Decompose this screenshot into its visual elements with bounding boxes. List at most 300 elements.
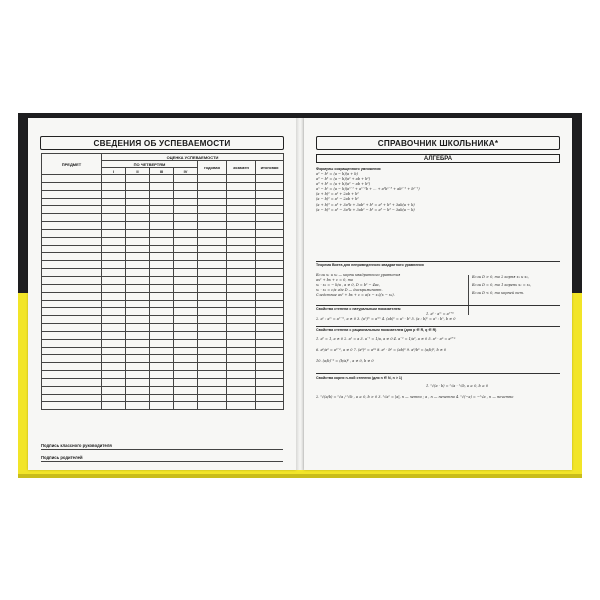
grade-cell [126, 261, 150, 269]
grade-cell [174, 206, 198, 214]
grade-cell [174, 402, 198, 410]
subject-cell [42, 229, 102, 237]
grade-cell [174, 324, 198, 332]
grade-cell [174, 284, 198, 292]
grade-cell [150, 276, 174, 284]
grade-cell [126, 347, 150, 355]
grade-cell [198, 308, 227, 316]
grade-cell [102, 331, 126, 339]
grade-cell [227, 284, 256, 292]
subject-cell [42, 198, 102, 206]
grade-cell [198, 355, 227, 363]
subject-cell [42, 378, 102, 386]
grade-cell [150, 378, 174, 386]
grade-cell [174, 355, 198, 363]
grade-cell [256, 308, 284, 316]
grade-cell [227, 276, 256, 284]
grade-cell [126, 276, 150, 284]
grade-row [42, 214, 284, 222]
grade-cell [174, 371, 198, 379]
grade-row [42, 175, 284, 183]
quarter-4-header: IV [174, 168, 198, 175]
grade-row [42, 378, 284, 386]
grade-row [42, 182, 284, 190]
subject-cell [42, 331, 102, 339]
grade-cell [150, 190, 174, 198]
grade-cell [102, 245, 126, 253]
grade-cell [126, 206, 150, 214]
subject-cell [42, 253, 102, 261]
grade-cell [126, 292, 150, 300]
teacher-signature-line: Подпись классного руководителя [41, 439, 283, 450]
formula-line: a² − b² = (a − b)(a + b) [316, 172, 358, 176]
grade-cell [256, 363, 284, 371]
grade-cell [102, 175, 126, 183]
grade-cell [198, 276, 227, 284]
discriminant-case: Если D > 0, то 2 корня x₁ и x₂, [472, 275, 529, 279]
grade-row [42, 331, 284, 339]
grade-cell [150, 198, 174, 206]
grade-cell [198, 394, 227, 402]
grade-cell [256, 402, 284, 410]
vieta-line: x₁ · x₂ = c/a где D — дискриминант. [316, 288, 383, 293]
grade-cell [256, 378, 284, 386]
grade-cell [227, 371, 256, 379]
grade-cell [174, 292, 198, 300]
grade-cell [198, 324, 227, 332]
grade-cell [126, 324, 150, 332]
grade-cell [102, 190, 126, 198]
grades-table [41, 153, 284, 410]
grade-cell [256, 261, 284, 269]
formula-line: 1. aⁿ · aᵐ = aⁿ⁺ᵐ [426, 312, 455, 316]
section-divider [316, 261, 560, 262]
grade-cell [102, 237, 126, 245]
subject-cell [42, 206, 102, 214]
vieta-line: ax² + bx + c = 0, то [316, 278, 353, 283]
grade-cell [227, 292, 256, 300]
quarter-2-header: II [126, 168, 150, 175]
grade-cell [126, 316, 150, 324]
grade-cell [126, 339, 150, 347]
grade-cell [150, 182, 174, 190]
grade-cell [227, 269, 256, 277]
subject-cell [42, 371, 102, 379]
grade-row [42, 292, 284, 300]
grade-cell [227, 316, 256, 324]
rational-power-block [316, 328, 560, 364]
grade-cell [150, 269, 174, 277]
grade-cell [256, 190, 284, 198]
grade-row [42, 190, 284, 198]
grade-cell [126, 222, 150, 230]
subject-cell [42, 175, 102, 183]
formula-line: 2. aⁿ : aᵐ = aⁿ⁻ᵐ, a ≠ 0 3. (aⁿ)ᵐ = aⁿᵐ 4. (ab)ⁿ = aⁿ · bⁿ 5. (a : b)ⁿ = aⁿ : bⁿ, b ≠ 0 [316, 317, 456, 322]
grade-cell [150, 214, 174, 222]
grade-row [42, 339, 284, 347]
grade-cell [102, 253, 126, 261]
grade-cell [102, 198, 126, 206]
subject-cell [42, 276, 102, 284]
grade-cell [198, 214, 227, 222]
grade-cell [150, 308, 174, 316]
grade-cell [227, 308, 256, 316]
subject-cell [42, 324, 102, 332]
grade-cell [126, 331, 150, 339]
grade-row [42, 284, 284, 292]
grade-cell [150, 339, 174, 347]
grade-cell [150, 402, 174, 410]
grade-cell [256, 214, 284, 222]
right-page-title: СПРАВОЧНИК ШКОЛЬНИКА* [316, 136, 560, 150]
grade-cell [198, 339, 227, 347]
grade-cell [198, 316, 227, 324]
grade-cell [256, 206, 284, 214]
grade-cell [198, 206, 227, 214]
discriminant-case: Если D < 0, то корней нет. [472, 291, 525, 296]
grade-row [42, 394, 284, 402]
grade-cell [174, 300, 198, 308]
quarters-header: ПО ЧЕТВЕРТЯМ [102, 161, 198, 168]
vieta-line: x₁ · x₂ = − b/a , a ≠ 0, D = b² − 4ac, [316, 283, 380, 288]
formula-line: aⁿ − bⁿ = (a − b)(aⁿ⁻¹ + aⁿ⁻²b + ... + a²bⁿ⁻³ + abⁿ⁻² + bⁿ⁻¹) [316, 187, 420, 192]
grade-cell [256, 292, 284, 300]
subject-cell [42, 190, 102, 198]
formula-line: (a + b)² = a² + 2ab + b² [316, 192, 359, 197]
grade-cell [126, 300, 150, 308]
grade-cell [126, 284, 150, 292]
grade-cell [198, 371, 227, 379]
grade-cell [126, 378, 150, 386]
rational-power-title: Свойства степени с рациональным показателем (для p ∈ R, q ∈ R) [316, 328, 437, 332]
nth-root-title: Свойства корня n-ной степени (для n ∈ N, n > 1) [316, 376, 403, 380]
grade-cell [198, 198, 227, 206]
grade-cell [150, 222, 174, 230]
subject-cell [42, 339, 102, 347]
natural-power-block [316, 307, 560, 322]
grade-cell [227, 394, 256, 402]
grade-cell [150, 292, 174, 300]
quarter-3-header: III [150, 168, 174, 175]
grade-cell [102, 394, 126, 402]
grade-row [42, 386, 284, 394]
grade-cell [174, 245, 198, 253]
grade-cell [227, 175, 256, 183]
grade-cell [126, 190, 150, 198]
grade-cell [256, 371, 284, 379]
grade-cell [126, 214, 150, 222]
grade-cell [198, 190, 227, 198]
grade-cell [227, 237, 256, 245]
grade-cell [198, 402, 227, 410]
grade-cell [198, 253, 227, 261]
grade-cell [227, 324, 256, 332]
grade-cell [256, 198, 284, 206]
grade-row [42, 229, 284, 237]
grade-cell [126, 394, 150, 402]
grade-cell [102, 182, 126, 190]
grade-cell [126, 386, 150, 394]
grade-cell [227, 378, 256, 386]
discriminant-case: Если D = 0, то 1 корень x₁ = x₂, [472, 283, 532, 288]
grade-cell [227, 386, 256, 394]
formula-line: 1. ⁿ√(a · b) = ⁿ√a · ⁿ√b, a ≥ 0, b ≥ 0 [426, 384, 489, 388]
vieta-title [316, 263, 560, 268]
grade-cell [198, 182, 227, 190]
grade-cell [227, 229, 256, 237]
formula-line: a³ + b³ = (a + b)(a² − ab + b²) [316, 182, 371, 187]
grade-cell [102, 214, 126, 222]
grade-cell [126, 308, 150, 316]
grade-cell [174, 198, 198, 206]
subject-cell [42, 394, 102, 402]
formula-line: (a − b)² = a² − 2ab + b² [316, 197, 359, 202]
grade-cell [227, 190, 256, 198]
grade-cell [102, 324, 126, 332]
grade-cell [150, 237, 174, 245]
abbrev-multiplication-block [316, 167, 560, 213]
grade-cell [174, 308, 198, 316]
grade-cell [126, 175, 150, 183]
grade-cell [256, 316, 284, 324]
grade-cell [256, 386, 284, 394]
annual-header: годовая [198, 161, 227, 175]
grade-cell [227, 339, 256, 347]
grade-cell [198, 237, 227, 245]
grade-cell [198, 261, 227, 269]
grade-cell [174, 394, 198, 402]
notebook-spine [296, 118, 304, 470]
vieta-corollary: Следствие ax² + bx + c = a(x − x₁)(x − x₂). [316, 293, 395, 298]
grade-row [42, 355, 284, 363]
grade-cell [150, 355, 174, 363]
grade-cell [256, 175, 284, 183]
formula-line: a³ − b³ = (a − b)(a² + ab + b²) [316, 177, 371, 182]
subject-cell [42, 269, 102, 277]
grade-cell [227, 222, 256, 230]
grade-cell [102, 402, 126, 410]
grade-cell [150, 386, 174, 394]
grade-row [42, 347, 284, 355]
subject-cell [42, 222, 102, 230]
left-page-title: СВЕДЕНИЯ ОБ УСПЕВАЕМОСТИ [40, 136, 284, 150]
grade-cell [198, 331, 227, 339]
grade-cell [102, 276, 126, 284]
grade-cell [174, 229, 198, 237]
grade-cell [227, 198, 256, 206]
grade-row [42, 237, 284, 245]
grade-cell [256, 237, 284, 245]
grade-cell [150, 347, 174, 355]
grade-row [42, 308, 284, 316]
grade-cell [256, 324, 284, 332]
subject-cell [42, 355, 102, 363]
section-divider [316, 326, 560, 327]
grade-cell [256, 331, 284, 339]
grade-cell [150, 245, 174, 253]
grade-cell [102, 339, 126, 347]
abbrev-multiplication-title: Формулы сокращенного умножения [316, 167, 381, 171]
grade-cell [126, 355, 150, 363]
grade-cell [227, 331, 256, 339]
grade-cell [150, 284, 174, 292]
grade-cell [174, 261, 198, 269]
grade-cell [126, 371, 150, 379]
subject-cell [42, 347, 102, 355]
subject-cell [42, 308, 102, 316]
grade-cell [256, 394, 284, 402]
grade-cell [256, 276, 284, 284]
grades-header: ОЦЕНКА УСПЕВАЕМОСТИ [102, 154, 284, 161]
quarter-1-header: I [102, 168, 126, 175]
grade-cell [174, 269, 198, 277]
grade-cell [256, 253, 284, 261]
parents-signature-line: Подпись родителей [41, 451, 283, 462]
grade-cell [174, 378, 198, 386]
grade-cell [150, 316, 174, 324]
grade-cell [174, 316, 198, 324]
right-page [304, 118, 572, 470]
grade-cell [150, 175, 174, 183]
subject-cell [42, 214, 102, 222]
grade-cell [102, 363, 126, 371]
subject-cell [42, 237, 102, 245]
grade-cell [227, 363, 256, 371]
grade-cell [150, 253, 174, 261]
grade-cell [198, 292, 227, 300]
subject-header: ПРЕДМЕТ [42, 154, 102, 175]
grade-cell [227, 206, 256, 214]
grade-cell [102, 378, 126, 386]
grade-cell [227, 355, 256, 363]
grade-cell [227, 245, 256, 253]
subject-cell [42, 300, 102, 308]
grade-row [42, 198, 284, 206]
grade-cell [150, 300, 174, 308]
grade-cell [198, 386, 227, 394]
grade-row [42, 245, 284, 253]
grade-cell [102, 292, 126, 300]
grade-cell [256, 300, 284, 308]
grade-cell [174, 190, 198, 198]
grade-cell [198, 378, 227, 386]
left-page [28, 118, 296, 470]
grade-cell [227, 347, 256, 355]
grade-row [42, 269, 284, 277]
grade-cell [126, 363, 150, 371]
grade-cell [102, 300, 126, 308]
grade-cell [126, 245, 150, 253]
grade-cell [198, 245, 227, 253]
grade-cell [256, 229, 284, 237]
grade-cell [198, 175, 227, 183]
grade-cell [102, 284, 126, 292]
grade-cell [126, 269, 150, 277]
grade-row [42, 324, 284, 332]
grade-cell [102, 386, 126, 394]
final-header: итоговая [256, 161, 284, 175]
grade-cell [102, 316, 126, 324]
grade-cell [174, 237, 198, 245]
grade-cell [150, 229, 174, 237]
grade-cell [150, 394, 174, 402]
subject-cell [42, 182, 102, 190]
grade-row [42, 316, 284, 324]
grade-cell [174, 386, 198, 394]
grade-cell [102, 308, 126, 316]
grade-cell [227, 214, 256, 222]
grade-cell [102, 347, 126, 355]
grade-cell [198, 347, 227, 355]
grade-row [42, 261, 284, 269]
grade-cell [227, 300, 256, 308]
grade-cell [174, 339, 198, 347]
grade-cell [256, 269, 284, 277]
grade-cell [102, 269, 126, 277]
grade-cell [126, 402, 150, 410]
grade-cell [174, 347, 198, 355]
formula-line: (a + b)³ = a³ + 3a²b + 3ab² + b³ = a³ + b³ + 3ab(a + b) [316, 202, 415, 207]
exam-header: экзамен [227, 161, 256, 175]
grade-cell [126, 253, 150, 261]
subject-cell [42, 284, 102, 292]
grade-cell [256, 182, 284, 190]
grade-cell [198, 269, 227, 277]
grade-cell [198, 363, 227, 371]
grade-cell [102, 261, 126, 269]
grade-cell [198, 222, 227, 230]
grade-cell [227, 253, 256, 261]
grade-row [42, 253, 284, 261]
subject-cell [42, 386, 102, 394]
formula-line: 2. ⁿ√(a/b) = ⁿ√a / ⁿ√b , a ≥ 0, b > 0 3. ⁿ√aⁿ = |a|, n — четно ; a , n — нечетно 4. ⁿ√(−a) = −ⁿ√a , n — нечетно [316, 395, 514, 400]
grade-cell [126, 182, 150, 190]
grade-cell [102, 355, 126, 363]
grade-cell [256, 339, 284, 347]
formula-line: 10. (a/b)⁻ᵖ = (b/a)ᵖ , a ≠ 0, b ≠ 0 [316, 359, 374, 364]
vieta-title-text: Теорема Виета для неприведенного квадратного уравнения [316, 263, 424, 267]
grade-cell [174, 182, 198, 190]
grade-cell [150, 206, 174, 214]
grade-cell [256, 222, 284, 230]
grade-cell [126, 198, 150, 206]
vieta-line: Если x₁ и x₂ — корни квадратного уравнения [316, 273, 401, 277]
grade-cell [198, 229, 227, 237]
grade-cell [174, 222, 198, 230]
grade-cell [227, 182, 256, 190]
subject-cell [42, 261, 102, 269]
grade-cell [102, 206, 126, 214]
formula-line: 1. a⁰ = 1, a ≠ 0 2. a¹ = a 3. a⁻¹ = 1/a, a ≠ 0 4. a⁻² = 1/a², a ≠ 0 5. aᵖ · aᵠ = aᵖ⁺ᵠ [316, 337, 456, 341]
formula-line: 6. aᵖ/aᵠ = aᵖ⁻ᵠ, a ≠ 0 7. (aᵖ)ᵠ = aᵖᵠ 8. aᵖ · bᵖ = (ab)ᵖ 9. aᵖ/bᵖ = (a/b)ᵖ, b ≠ 0 [316, 348, 447, 353]
grade-cell [150, 331, 174, 339]
subject-cell [42, 245, 102, 253]
subject-cell [42, 363, 102, 371]
subject-cell [42, 292, 102, 300]
grade-cell [102, 229, 126, 237]
grade-cell [102, 371, 126, 379]
formula-line: (a − b)³ = a³ − 3a²b + 3ab² − b³ = a³ − b³ − 3ab(a − b) [316, 207, 415, 212]
grade-cell [126, 237, 150, 245]
grade-cell [150, 261, 174, 269]
grade-cell [174, 363, 198, 371]
grade-row [42, 363, 284, 371]
grade-cell [198, 300, 227, 308]
grade-cell [174, 276, 198, 284]
grade-cell [198, 284, 227, 292]
grade-row [42, 371, 284, 379]
grade-cell [174, 331, 198, 339]
